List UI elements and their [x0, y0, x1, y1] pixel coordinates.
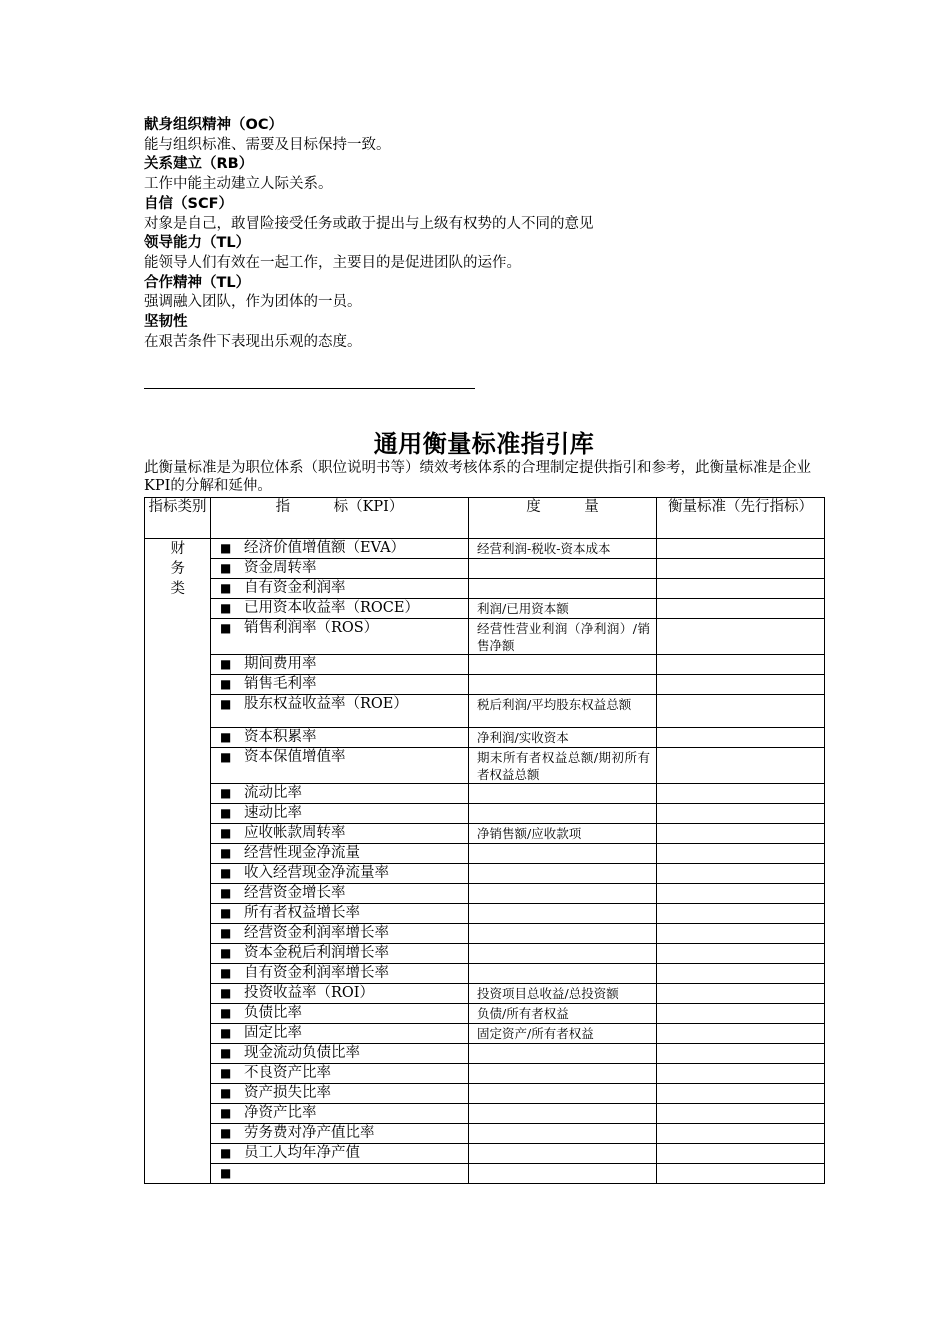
square-bullet-icon: ■	[220, 866, 232, 880]
standard-cell	[657, 1164, 825, 1184]
indicator-cell	[211, 599, 469, 619]
indicator-label: 期间费用率	[244, 656, 317, 672]
competency-desc: 对象是自己，敢冒险接受任务或敢于提出与上级有权势的人不同的意见	[144, 215, 594, 232]
square-bullet-icon: ■	[220, 986, 232, 1000]
indicator-cell	[211, 1144, 469, 1164]
square-bullet-icon: ■	[220, 1026, 232, 1040]
competency-heading: 领导能力（TL）	[144, 235, 251, 252]
square-bullet-icon: ■	[220, 1066, 232, 1080]
standard-cell	[657, 1064, 825, 1084]
measure-cell	[469, 579, 657, 599]
indicator-label: 应收帐款周转率	[244, 825, 346, 841]
standard-cell	[657, 964, 825, 984]
indicator-label: 净资产比率	[244, 1105, 317, 1121]
measure-cell	[469, 675, 657, 695]
header-category: 指标类别	[145, 498, 211, 539]
standard-cell	[657, 1144, 825, 1164]
indicator-cell	[211, 1124, 469, 1144]
square-bullet-icon: ■	[220, 730, 232, 744]
indicator-label: 投资收益率（ROI）	[244, 985, 375, 1001]
indicator-label: 资本积累率	[244, 729, 317, 745]
measure-cell: 经营利润-税收-资本成本	[469, 539, 657, 559]
measure-cell	[469, 804, 657, 824]
square-bullet-icon: ■	[220, 926, 232, 940]
indicator-cell	[211, 1164, 469, 1184]
table-row	[145, 1044, 825, 1064]
measure-cell	[469, 904, 657, 924]
square-bullet-icon: ■	[220, 541, 232, 555]
square-bullet-icon: ■	[220, 946, 232, 960]
table-row	[145, 539, 825, 559]
competency-heading: 合作精神（TL）	[144, 274, 251, 291]
table-row	[145, 579, 825, 599]
indicator-cell	[211, 1084, 469, 1104]
indicator-cell	[211, 844, 469, 864]
standard-cell	[657, 1044, 825, 1064]
indicator-cell	[211, 864, 469, 884]
table-row	[145, 1064, 825, 1084]
indicator-label: 自有资金利润率增长率	[244, 965, 389, 981]
indicator-label: 已用资本收益率（ROCE）	[244, 600, 419, 616]
measure-cell	[469, 559, 657, 579]
table-row	[145, 748, 825, 784]
standard-cell	[657, 539, 825, 559]
indicator-cell	[211, 824, 469, 844]
measure-cell	[469, 1084, 657, 1104]
square-bullet-icon: ■	[220, 1126, 232, 1140]
standard-cell	[657, 784, 825, 804]
standard-cell	[657, 1084, 825, 1104]
measure-cell: 净利润/实收资本	[469, 728, 657, 748]
header-standard: 衡量标准（先行指标）	[657, 498, 825, 539]
indicator-label: 员工人均年净产值	[244, 1145, 360, 1161]
measure-cell	[469, 1104, 657, 1124]
indicator-label: 资金周转率	[244, 560, 317, 576]
measure-cell	[469, 884, 657, 904]
indicator-cell	[211, 944, 469, 964]
indicator-cell	[211, 619, 469, 655]
table-row	[145, 904, 825, 924]
indicator-cell	[211, 804, 469, 824]
square-bullet-icon: ■	[220, 621, 232, 635]
indicator-label: 经营性现金净流量	[244, 845, 360, 861]
square-bullet-icon: ■	[220, 1106, 232, 1120]
table-row	[145, 1124, 825, 1144]
table-header-row	[145, 498, 825, 539]
indicator-cell	[211, 984, 469, 1004]
kpi-table	[144, 497, 825, 1184]
table-row	[145, 1104, 825, 1124]
table-row	[145, 844, 825, 864]
indicator-label: 经济价值增值额（EVA）	[244, 540, 406, 556]
standard-cell	[657, 695, 825, 728]
square-bullet-icon: ■	[220, 826, 232, 840]
intro-paragraph: 此衡量标准是为职位体系（职位说明书等）绩效考核体系的合理制定提供指引和参考，此衡量标准是企业KPI的分解和延伸。	[144, 460, 811, 494]
table-row	[145, 559, 825, 579]
square-bullet-icon: ■	[220, 561, 232, 575]
header-measure: 度 量	[469, 498, 657, 539]
table-row	[145, 784, 825, 804]
indicator-cell	[211, 784, 469, 804]
square-bullet-icon: ■	[220, 886, 232, 900]
measure-cell	[469, 1124, 657, 1144]
measure-cell	[469, 1164, 657, 1184]
standard-cell	[657, 844, 825, 864]
measure-cell	[469, 964, 657, 984]
horizontal-divider	[144, 388, 475, 389]
square-bullet-icon: ■	[220, 677, 232, 691]
indicator-label: 资产损失比率	[244, 1085, 331, 1101]
standard-cell	[657, 675, 825, 695]
table-row	[145, 1164, 825, 1184]
indicator-label: 自有资金利润率	[244, 580, 346, 596]
standard-cell	[657, 1024, 825, 1044]
competency-heading: 自信（SCF）	[144, 195, 233, 212]
indicator-label: 劳务费对净产值比率	[244, 1125, 375, 1141]
measure-cell: 税后利润/平均股东权益总额	[469, 695, 657, 728]
table-row	[145, 655, 825, 675]
square-bullet-icon: ■	[220, 1006, 232, 1020]
square-bullet-icon: ■	[220, 1146, 232, 1160]
competency-desc: 能领导人们有效在一起工作，主要目的是促进团队的运作。	[144, 254, 521, 271]
square-bullet-icon: ■	[220, 1046, 232, 1060]
table-row	[145, 924, 825, 944]
standard-cell	[657, 1004, 825, 1024]
table-row	[145, 728, 825, 748]
square-bullet-icon: ■	[220, 657, 232, 671]
table-row	[145, 944, 825, 964]
competency-desc: 在艰苦条件下表现出乐观的态度。	[144, 333, 362, 350]
square-bullet-icon: ■	[220, 697, 232, 711]
table-row	[145, 824, 825, 844]
indicator-cell	[211, 1024, 469, 1044]
table-row	[145, 1004, 825, 1024]
square-bullet-icon: ■	[220, 846, 232, 860]
category-cell	[145, 539, 211, 1184]
table-row	[145, 675, 825, 695]
indicator-label: 所有者权益增长率	[244, 905, 360, 921]
indicator-label: 股东权益收益率（ROE）	[244, 696, 408, 712]
table-row	[145, 984, 825, 1004]
measure-cell: 经营性营业利润（净利润）/销售净额	[469, 619, 657, 655]
indicator-cell	[211, 1064, 469, 1084]
square-bullet-icon: ■	[220, 601, 232, 615]
competency-desc: 工作中能主动建立人际关系。	[144, 176, 333, 193]
indicator-label: 经营资金增长率	[244, 885, 346, 901]
table-row	[145, 619, 825, 655]
indicator-label: 现金流动负债比率	[244, 1045, 360, 1061]
indicator-label: 速动比率	[244, 805, 302, 821]
competency-heading: 关系建立（RB）	[144, 156, 254, 173]
square-bullet-icon: ■	[220, 581, 232, 595]
table-row	[145, 695, 825, 728]
square-bullet-icon: ■	[220, 966, 232, 980]
measure-cell	[469, 944, 657, 964]
standard-cell	[657, 864, 825, 884]
standard-cell	[657, 924, 825, 944]
header-indicator: 指 标（KPI）	[211, 498, 469, 539]
indicator-cell	[211, 748, 469, 784]
competency-list	[144, 116, 844, 352]
standard-cell	[657, 904, 825, 924]
square-bullet-icon: ■	[220, 906, 232, 920]
standard-cell	[657, 824, 825, 844]
indicator-label: 资本保值增值率	[244, 749, 346, 765]
indicator-cell	[211, 579, 469, 599]
indicator-label: 固定比率	[244, 1025, 302, 1041]
standard-cell	[657, 579, 825, 599]
standard-cell	[657, 728, 825, 748]
indicator-cell	[211, 964, 469, 984]
table-row	[145, 599, 825, 619]
indicator-cell	[211, 1044, 469, 1064]
indicator-cell	[211, 1004, 469, 1024]
standard-cell	[657, 655, 825, 675]
table-row	[145, 884, 825, 904]
indicator-label: 资本金税后利润增长率	[244, 945, 389, 961]
indicator-cell	[211, 924, 469, 944]
indicator-label: 不良资产比率	[244, 1065, 331, 1081]
measure-cell	[469, 1044, 657, 1064]
indicator-cell	[211, 675, 469, 695]
indicator-cell	[211, 539, 469, 559]
competency-heading: 坚韧性	[144, 314, 188, 331]
indicator-label: 经营资金利润率增长率	[244, 925, 389, 941]
measure-cell: 负债/所有者权益	[469, 1004, 657, 1024]
competency-heading: 献身组织精神（OC）	[144, 117, 283, 133]
table-row	[145, 864, 825, 884]
table-row	[145, 1144, 825, 1164]
table-row	[145, 964, 825, 984]
square-bullet-icon: ■	[220, 806, 232, 820]
table-row	[145, 1084, 825, 1104]
category-label: 财务类	[170, 541, 185, 597]
standard-cell	[657, 1104, 825, 1124]
indicator-cell	[211, 728, 469, 748]
indicator-cell	[211, 1104, 469, 1124]
standard-cell	[657, 944, 825, 964]
indicator-cell	[211, 904, 469, 924]
measure-cell	[469, 784, 657, 804]
square-bullet-icon: ■	[220, 1166, 232, 1180]
measure-cell	[469, 864, 657, 884]
page-title: 通用衡量标准指引库	[373, 429, 595, 458]
standard-cell	[657, 804, 825, 824]
measure-cell: 固定资产/所有者权益	[469, 1024, 657, 1044]
standard-cell	[657, 619, 825, 655]
indicator-label: 销售利润率（ROS）	[244, 620, 379, 636]
measure-cell: 利润/已用资本额	[469, 599, 657, 619]
indicator-label: 流动比率	[244, 785, 302, 801]
indicator-label: 收入经营现金净流量率	[244, 865, 389, 881]
standard-cell	[657, 884, 825, 904]
measure-cell	[469, 844, 657, 864]
measure-cell	[469, 924, 657, 944]
indicator-cell	[211, 559, 469, 579]
indicator-label: 销售毛利率	[244, 676, 317, 692]
competency-desc: 能与组织标准、需要及目标保持一致。	[144, 136, 391, 153]
indicator-cell	[211, 655, 469, 675]
square-bullet-icon: ■	[220, 750, 232, 764]
standard-cell	[657, 1124, 825, 1144]
measure-cell	[469, 655, 657, 675]
table-row	[145, 1024, 825, 1044]
standard-cell	[657, 559, 825, 579]
standard-cell	[657, 599, 825, 619]
indicator-cell	[211, 695, 469, 728]
competency-desc: 强调融入团队，作为团体的一员。	[144, 294, 362, 311]
indicator-label: 负债比率	[244, 1005, 302, 1021]
indicator-cell	[211, 884, 469, 904]
standard-cell	[657, 984, 825, 1004]
standard-cell	[657, 748, 825, 784]
square-bullet-icon: ■	[220, 786, 232, 800]
measure-cell	[469, 1064, 657, 1084]
measure-cell: 投资项目总收益/总投资额	[469, 984, 657, 1004]
measure-cell: 期末所有者权益总额/期初所有者权益总额	[469, 748, 657, 784]
measure-cell	[469, 1144, 657, 1164]
measure-cell: 净销售额/应收款项	[469, 824, 657, 844]
table-row	[145, 804, 825, 824]
square-bullet-icon: ■	[220, 1086, 232, 1100]
